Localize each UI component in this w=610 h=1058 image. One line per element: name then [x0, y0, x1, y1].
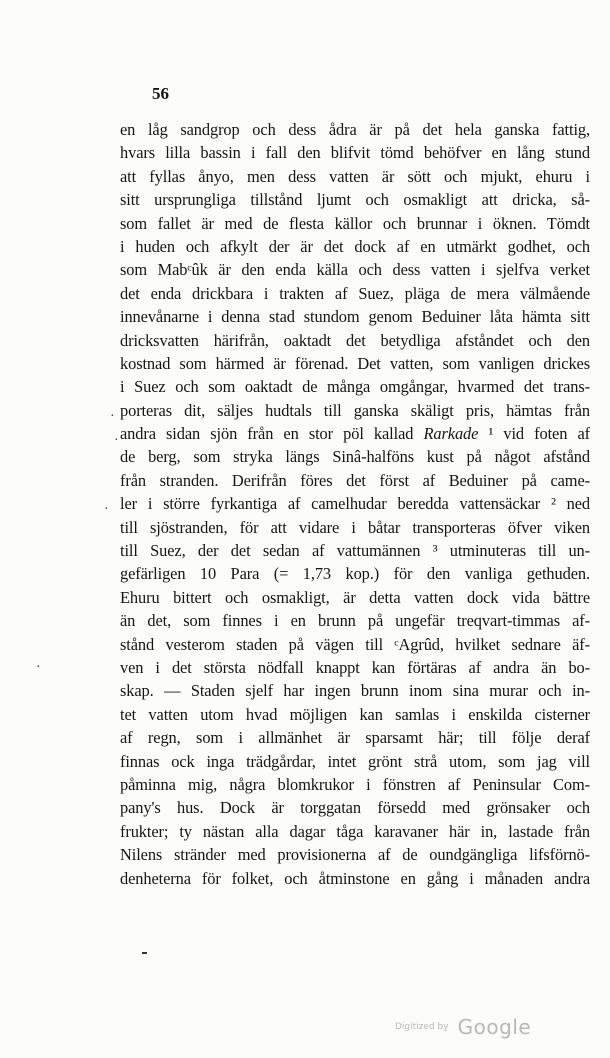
text-line: Nilens stränder med provisionerna af de oundgängliga lifsförnö-	[120, 845, 590, 865]
text-line: påminna mig, några blomkrukor i fönstren af Peninsular Com-	[120, 774, 590, 794]
text-line: det enda drickbara i trakten af Suez, pläga de mera välmående	[120, 283, 590, 303]
text-line: frukter; ty nästan alla dagar tåga karavaner här in, lastade från	[120, 821, 590, 841]
margin-mark: ·	[104, 502, 109, 517]
text-line: denheterna för folket, och åtminstone en gång i månaden andra	[120, 868, 590, 888]
text-line: pany's hus. Dock är torggatan försedd med grönsaker och	[120, 798, 590, 818]
margin-mark: ·	[36, 660, 41, 675]
text-line: ler i större fyrkantiga af camelhudar beredda vattensäckar ² ned	[120, 494, 590, 514]
text-line: tet vatten utom hvad möjligen kan samlas i enskilda cisterner	[120, 704, 590, 724]
text-line: i Suez och som oaktadt de många omgångar, hvarmed det trans-	[120, 377, 590, 397]
text-line: till sjöstranden, för att vidare i båtar transporteras öfver viken	[120, 517, 590, 537]
body-text	[120, 118, 590, 890]
text-line: i huden och afkylt der är det dock af en utmärkt godhet, och	[120, 236, 590, 256]
text-line: till Suez, der det sedan af vattumännen ³ utminuteras till un-	[120, 541, 590, 561]
text-line: finnas ock inga trädgårdar, intet grönt strå utom, som jag vill	[120, 751, 590, 771]
footer-dash	[142, 952, 147, 954]
text-line: gefärligen 10 Para (= 1,73 kop.) för den vanliga gethuden.	[120, 564, 590, 584]
text-line: än det, som finnes i en brunn på ungefär treqvart-timmas af-	[120, 611, 590, 631]
text-line: hvars lilla bassin i fall den blifvit tömd behöfver en lång stund	[120, 143, 590, 163]
text-line: som Mabᶜûk är den enda källa och dess vatten i sjelfva verket	[120, 260, 590, 280]
text-line: från stranden. Derifrån föres det först af Beduiner på came-	[120, 470, 590, 490]
text-line: som fallet är med de flesta källor och brunnar i öknen. Tömdt	[120, 213, 590, 233]
text-line: andra sidan sjön från en stor pöl kallad Rarkade ¹ vid foten af	[120, 424, 590, 444]
digitized-by-google-watermark	[395, 1015, 531, 1039]
text-line: innevånarne i denna stad stundom genom Beduiner låta hämta sitt	[120, 307, 590, 327]
text-line: stånd vesterom staden på vägen till ᶜAgrûd, hvilket sednare äf-	[120, 634, 590, 654]
margin-mark: ·	[110, 409, 115, 424]
margin-mark: ·	[114, 433, 119, 448]
text-line: de berg, som stryka längs Sinâ-halföns kust på något afstånd	[120, 447, 590, 467]
italic-term: Rarkade	[423, 424, 479, 444]
text-line: Ehuru bittert och osmakligt, är detta vatten dock vida bättre	[120, 587, 590, 607]
text-line: dricksvatten härifrån, oaktadt det betydliga afståndet och den	[120, 330, 590, 350]
watermark-google-text: Google	[457, 1015, 532, 1039]
text-line: en låg sandgrop och dess ådra är på det hela ganska fattig,	[120, 120, 590, 139]
text-line: att fyllas ånyo, men dess vatten är sött och mjukt, ehuru i	[120, 166, 590, 186]
watermark-small-text: Digitized by	[395, 1022, 449, 1032]
page-number: 56	[152, 84, 169, 103]
text-line: ven i det största nödfall knappt kan förtäras af andra än bo-	[120, 657, 590, 677]
text-line: kostnad som härmed är förenad. Det vatten, som vanligen drickes	[120, 353, 590, 373]
text-line: porteras dit, säljes hudtals till ganska skäligt pris, hämtas från	[120, 400, 590, 420]
text-line: skap. — Staden sjelf har ingen brunn inom sina murar och in-	[120, 681, 590, 701]
text-line: af regn, som i allmänhet är sparsamt här; till följe deraf	[120, 728, 590, 748]
text-line: sitt ursprungliga tillstånd ljumt och osmakligt att dricka, så-	[120, 190, 590, 210]
